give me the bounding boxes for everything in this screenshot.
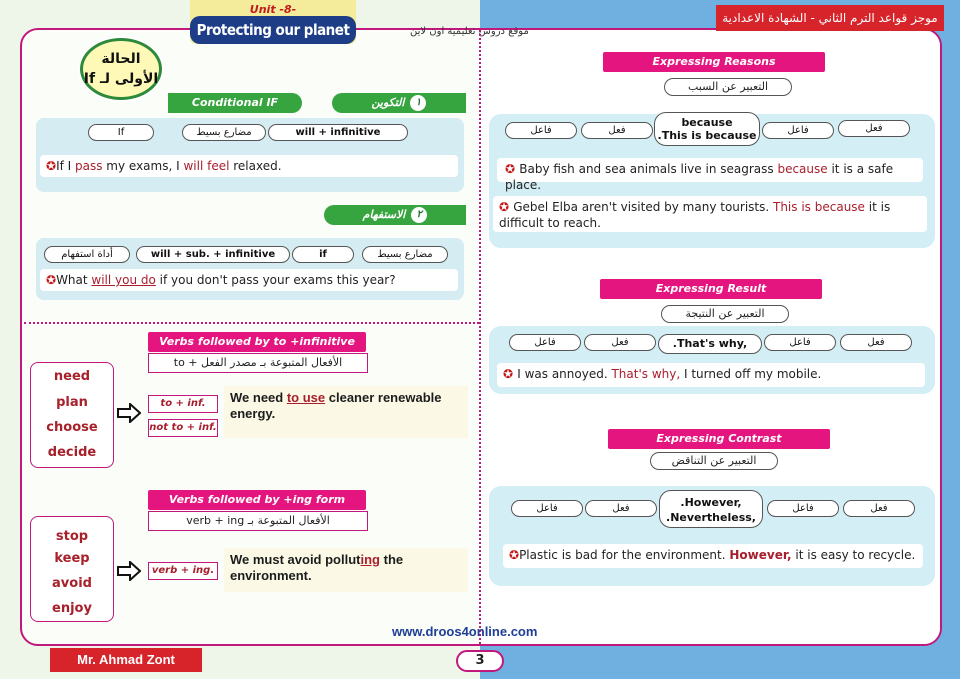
example-text: it is difficult to reach. bbox=[499, 200, 891, 230]
example-text: I turned off my mobile. bbox=[680, 367, 822, 381]
result-pill-verb: فعل bbox=[584, 334, 656, 351]
conditional-circle: الحالة الأولى لـ If bbox=[80, 38, 162, 100]
example-text: if you don't pass your exams this year? bbox=[155, 273, 396, 287]
site-name-arabic: موقع دروس تعليمية اون لاين bbox=[410, 26, 529, 37]
question-pill-will: will + sub. + infinitive bbox=[136, 246, 290, 263]
example-text: We must avoid pollut bbox=[230, 552, 361, 567]
unit-label: Unit -8- bbox=[249, 3, 297, 16]
to-infinitive-title: Verbs followed by to +infinitive bbox=[148, 332, 366, 352]
formation-label bbox=[332, 93, 466, 113]
result-title: Expressing Result bbox=[600, 279, 822, 299]
question-pill-wh: أداة استفهام bbox=[44, 246, 130, 263]
formula-not-to-inf: not to + inf. bbox=[148, 419, 218, 437]
example-highlight: That's why, bbox=[611, 367, 681, 381]
contrast-pill-subject: فاعل bbox=[511, 500, 583, 517]
verb-keep: keep bbox=[54, 551, 90, 566]
verb-need: need bbox=[53, 369, 91, 384]
example-highlight: because bbox=[777, 162, 828, 176]
bullet-icon: ✪ bbox=[503, 367, 518, 381]
to-infinitive-example bbox=[224, 386, 468, 438]
contrast-pill-connector: .However, .Nevertheless, bbox=[659, 490, 763, 528]
reasons-example-1 bbox=[497, 158, 923, 192]
contrast-pill-subject-2: فاعل bbox=[767, 500, 839, 517]
arrow-right-icon bbox=[117, 403, 141, 423]
example-text: my exams, I bbox=[102, 159, 184, 173]
result-pill-connector: .That's why, bbox=[658, 334, 762, 354]
example-text: Plastic is bad for the environment. bbox=[519, 548, 730, 562]
example-highlight: will you do bbox=[91, 273, 156, 287]
formation-pill-present: مضارع بسيط bbox=[182, 124, 266, 141]
example-highlight: pass bbox=[75, 159, 103, 173]
to-infinitive-verbs bbox=[30, 362, 114, 468]
example-text: If I bbox=[56, 159, 75, 173]
example-text: relaxed. bbox=[229, 159, 282, 173]
reasons-pill-subject: فاعل bbox=[505, 122, 577, 139]
page-number: 3 bbox=[456, 650, 504, 672]
formation-number: ١ bbox=[410, 95, 426, 111]
to-infinitive-subtitle: الأفعال المتبوعة بـ مصدر الفعل + to bbox=[148, 353, 368, 373]
formula-verb-ing: verb + ing. bbox=[148, 562, 218, 580]
contrast-pill-verb: فعل bbox=[585, 500, 657, 517]
arrow-right-icon bbox=[117, 561, 141, 581]
example-text: it is easy to recycle. bbox=[791, 548, 916, 562]
result-example bbox=[497, 363, 925, 387]
example-highlight: to use bbox=[286, 390, 326, 405]
question-example bbox=[40, 269, 458, 291]
ing-form-title: Verbs followed by +ing form bbox=[148, 490, 366, 510]
example-highlight: However, bbox=[729, 548, 792, 562]
vertical-divider bbox=[479, 30, 481, 644]
reasons-pill-verb-2: فعل bbox=[838, 120, 910, 137]
example-highlight: ing bbox=[360, 552, 380, 567]
contrast-title: Expressing Contrast bbox=[608, 429, 830, 449]
author-name: Mr. Ahmad Zont bbox=[50, 648, 202, 672]
verb-stop: stop bbox=[55, 529, 89, 544]
formation-label-text: التكوين bbox=[371, 96, 405, 109]
example-text: What bbox=[56, 273, 92, 287]
verb-enjoy: enjoy bbox=[52, 601, 92, 616]
formation-pill-if: If bbox=[88, 124, 154, 141]
contrast-pill-verb-2: فعل bbox=[843, 500, 915, 517]
example-text: Baby fish and sea animals live in seagrass bbox=[519, 162, 778, 176]
verb-plan: plan bbox=[56, 395, 88, 410]
ing-form-example bbox=[224, 548, 468, 592]
ing-form-verbs bbox=[30, 516, 114, 622]
summary-header: موجز قواعد الترم الثاني - الشهادة الاعدادية bbox=[716, 5, 944, 31]
reasons-subtitle: التعبير عن السبب bbox=[664, 78, 792, 96]
result-pill-verb-2: فعل bbox=[840, 334, 912, 351]
example-highlight: This is because bbox=[773, 200, 865, 214]
bullet-icon: ✪ bbox=[505, 162, 520, 176]
reasons-pill-connector: because .This is because bbox=[654, 112, 760, 146]
result-subtitle: التعبير عن النتيجة bbox=[661, 305, 789, 323]
reasons-pill-verb: فعل bbox=[581, 122, 653, 139]
question-pill-if: if bbox=[292, 246, 354, 263]
contrast-example bbox=[503, 544, 923, 568]
example-text: I was annoyed. bbox=[517, 367, 612, 381]
result-pill-subject: فاعل bbox=[509, 334, 581, 351]
horizontal-divider bbox=[24, 322, 479, 324]
verb-decide: decide bbox=[47, 445, 97, 460]
formation-example bbox=[40, 155, 458, 177]
example-text: Gebel Elba aren't visited by many tourists. bbox=[513, 200, 773, 214]
bullet-icon: ✪ bbox=[509, 548, 520, 562]
bullet-icon: ✪ bbox=[499, 200, 514, 214]
contrast-subtitle: التعبير عن التناقض bbox=[650, 452, 778, 470]
formula-to-inf: to + inf. bbox=[148, 395, 218, 413]
bullet-icon: ✪ bbox=[46, 159, 57, 173]
question-number: ٢ bbox=[411, 207, 427, 223]
formation-pill-will: will + infinitive bbox=[268, 124, 408, 141]
bullet-icon: ✪ bbox=[46, 273, 57, 287]
example-text: the environment. bbox=[230, 552, 404, 583]
example-text: We need bbox=[230, 390, 287, 405]
website-link[interactable]: www.droos4online.com bbox=[392, 624, 538, 639]
verb-avoid: avoid bbox=[52, 576, 92, 591]
reasons-pill-subject-2: فاعل bbox=[762, 122, 834, 139]
question-label bbox=[324, 205, 466, 225]
example-text: cleaner renewable energy. bbox=[230, 390, 442, 421]
example-highlight: will feel bbox=[183, 159, 230, 173]
question-pill-present: مضارع بسيط bbox=[362, 246, 448, 263]
example-text: it is a safe place. bbox=[505, 162, 894, 192]
reasons-title: Expressing Reasons bbox=[603, 52, 825, 72]
question-label-text: الاستفهام bbox=[362, 208, 406, 221]
verb-choose: choose bbox=[46, 420, 98, 435]
ing-form-subtitle: الأفعال المتبوعة بـ verb + ing bbox=[148, 511, 368, 531]
reasons-example-2 bbox=[493, 196, 927, 232]
result-pill-subject-2: فاعل bbox=[764, 334, 836, 351]
page-title: Protecting our planet bbox=[190, 16, 356, 44]
conditional-label: Conditional IF bbox=[168, 93, 302, 113]
